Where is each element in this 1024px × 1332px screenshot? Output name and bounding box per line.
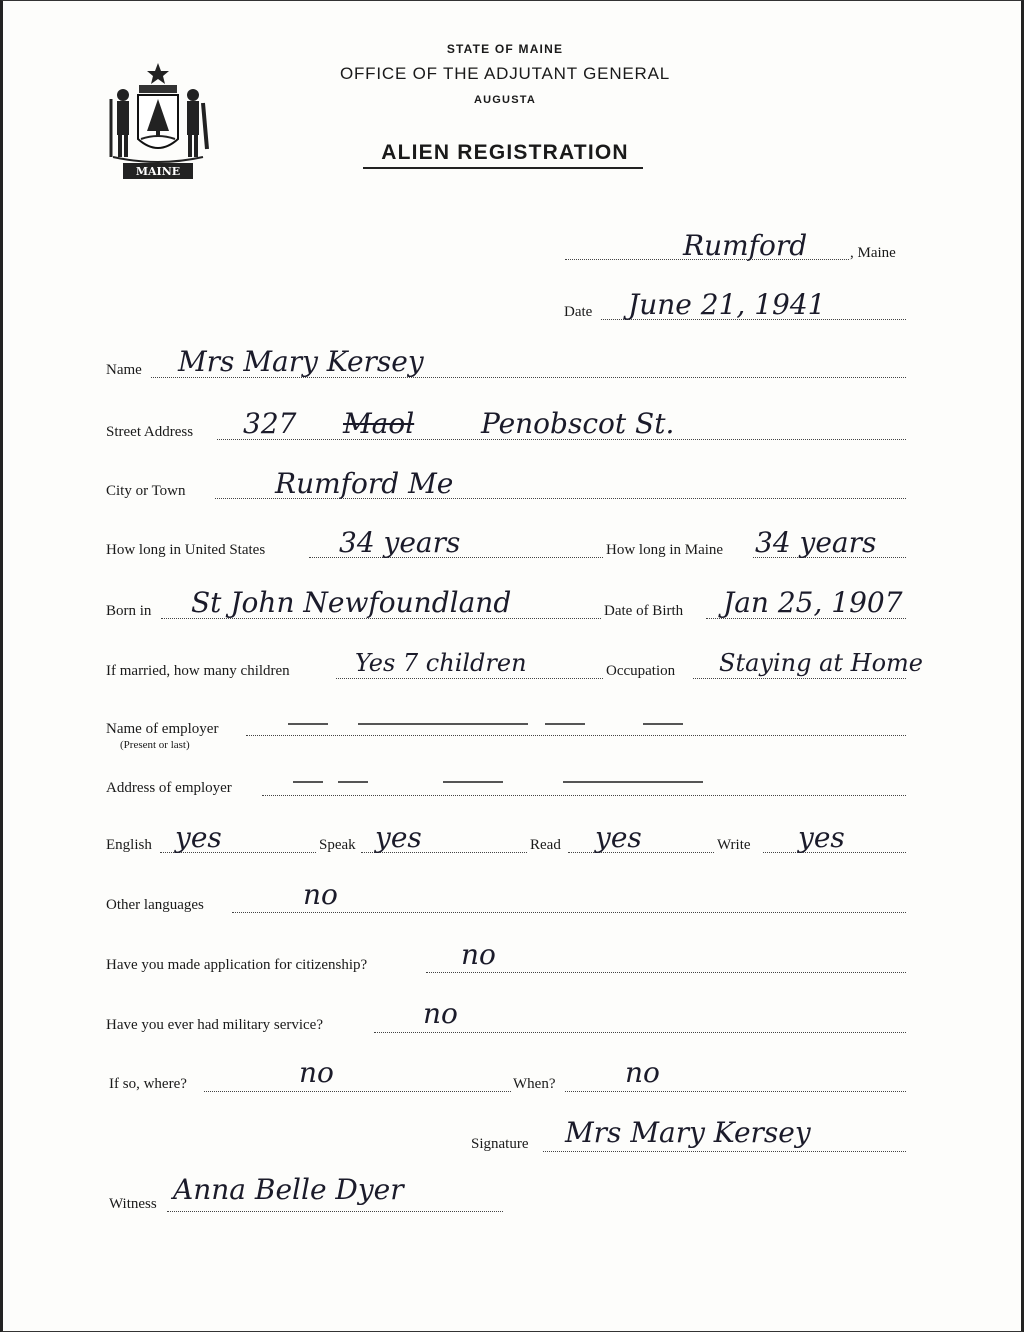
street-number: 327 — [243, 407, 297, 440]
city-heading: AUGUSTA — [474, 94, 536, 106]
employer-address-dash — [563, 781, 703, 783]
born-in-label: Born in — [106, 603, 152, 619]
street-value: Penobscot St. — [481, 407, 675, 440]
employer-dash — [643, 723, 683, 725]
children-label: If married, how many children — [106, 663, 290, 679]
english-value: yes — [175, 821, 222, 854]
employer-note: (Present or last) — [120, 739, 190, 751]
military-label: Have you ever had military service? — [106, 1017, 323, 1033]
read-value: yes — [595, 821, 642, 854]
employer-address-dash — [293, 781, 323, 783]
svg-text:MAINE: MAINE — [135, 165, 181, 178]
employer-address-label: Address of employer — [106, 780, 232, 796]
employer-line — [246, 735, 906, 736]
employer-address-line — [262, 795, 906, 796]
born-in-value: St John Newfoundland — [191, 586, 512, 619]
occupation-value: Staying at Home — [719, 649, 923, 677]
employer-address-dash — [338, 781, 368, 783]
office-heading: OFFICE OF THE ADJUTANT GENERAL — [339, 64, 671, 83]
street-struck-word: Maol — [343, 407, 415, 440]
speak-label: Speak — [319, 837, 356, 853]
name-value: Mrs Mary Kersey — [178, 345, 424, 378]
military-line — [374, 1032, 906, 1033]
form-title: ALIEN REGISTRATION — [381, 141, 629, 164]
place-value: Rumford — [683, 229, 808, 262]
read-label: Read — [530, 837, 561, 853]
citizenship-value: no — [461, 938, 496, 971]
children-value: Yes 7 children — [355, 649, 527, 677]
witness-line — [167, 1211, 503, 1212]
citizenship-label: Have you made application for citizenship? — [106, 957, 368, 973]
witness-label: Witness — [109, 1196, 157, 1212]
employer-dash — [288, 723, 328, 725]
employer-label: Name of employer — [106, 721, 219, 737]
where-value: no — [299, 1056, 334, 1089]
other-languages-line — [232, 912, 906, 913]
years-us-value: 34 years — [339, 526, 461, 559]
other-languages-value: no — [303, 878, 338, 911]
years-maine-value: 34 years — [755, 526, 877, 559]
where-label: If so, where? — [109, 1076, 187, 1092]
maine-label: , Maine — [850, 245, 896, 261]
signature-label: Signature — [471, 1136, 529, 1152]
employer-address-dash — [443, 781, 503, 783]
military-value: no — [423, 997, 458, 1030]
speak-value: yes — [375, 821, 422, 854]
city-label: City or Town — [106, 483, 186, 499]
state-heading: STATE OF MAINE — [446, 42, 564, 56]
years-maine-label: How long in Maine — [606, 542, 724, 558]
date-value: June 21, 1941 — [628, 288, 826, 321]
witness-value: Anna Belle Dyer — [173, 1173, 404, 1206]
signature-value: Mrs Mary Kersey — [565, 1116, 811, 1149]
occupation-line — [693, 678, 906, 679]
date-label: Date — [564, 304, 593, 320]
children-line — [336, 678, 603, 679]
where-line — [204, 1091, 511, 1092]
citizenship-line — [426, 972, 906, 973]
name-label: Name — [106, 362, 142, 378]
signature-line — [543, 1151, 906, 1152]
when-value: no — [625, 1056, 660, 1089]
employer-dash — [545, 723, 585, 725]
write-value: yes — [798, 821, 845, 854]
when-label: When? — [513, 1076, 556, 1092]
dob-value: Jan 25, 1907 — [723, 586, 903, 619]
dob-label: Date of Birth — [604, 603, 684, 619]
english-label: English — [106, 837, 152, 853]
years-us-label: How long in United States — [106, 542, 266, 558]
write-label: Write — [717, 837, 751, 853]
occupation-label: Occupation — [606, 663, 676, 679]
when-line — [565, 1091, 906, 1092]
city-value: Rumford Me — [275, 467, 454, 500]
employer-dash — [358, 723, 528, 725]
street-label: Street Address — [106, 424, 194, 440]
title-underline — [363, 167, 643, 169]
other-languages-label: Other languages — [106, 897, 204, 913]
